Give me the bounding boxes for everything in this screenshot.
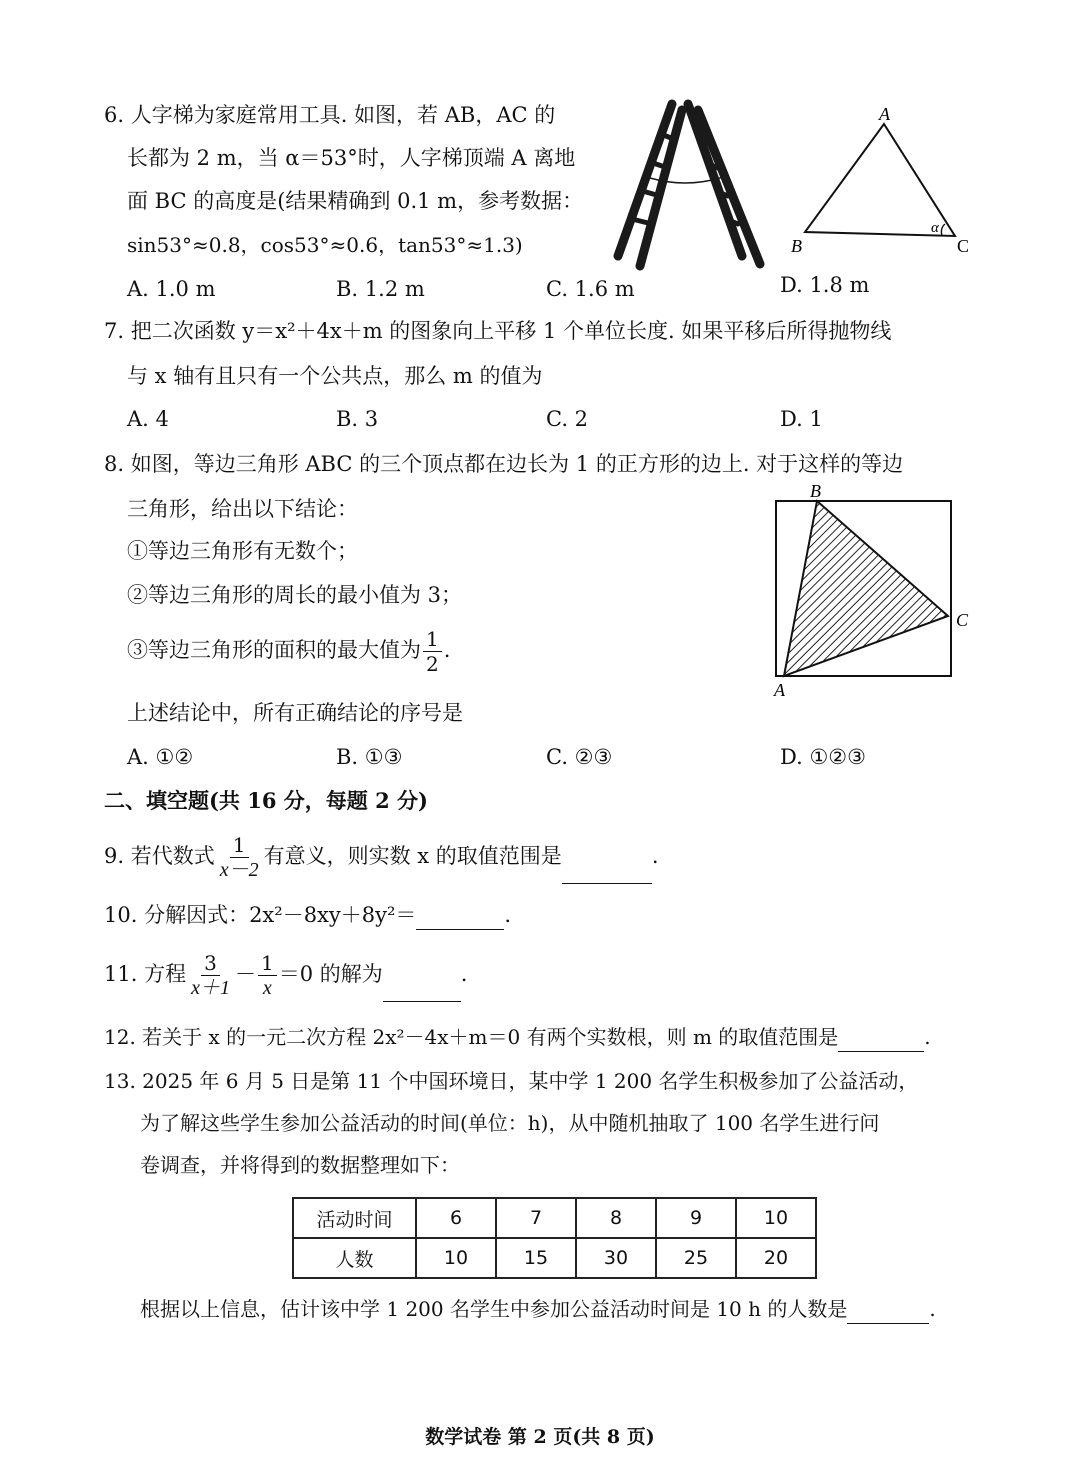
table-cell: 25 [656,1238,736,1278]
triangle-abc-figure [785,104,975,260]
q9-answer-blank[interactable] [562,861,652,884]
table-cell: 6 [416,1198,496,1238]
page-footer: 数学试卷 第 2 页(共 8 页) [425,1426,655,1448]
table-cell: 8 [576,1198,656,1238]
q11-fraction-2-den: x [262,977,272,999]
fig8-label-a: A [774,680,785,700]
q8-ask: 上述结论中，所有正确结论的序号是 [127,701,463,725]
q7-option-a: A. 4 [127,407,169,431]
q7-option-b: B. 3 [336,407,379,431]
q13-line-3: 卷调查，并将得到的数据整理如下： [140,1153,460,1177]
q9-fraction-den: x－2 [219,859,259,881]
q11-prefix: 11. 方程 [104,962,187,986]
q9-fraction-num: 1 [230,835,249,858]
q9-end: . [651,844,659,868]
table-cell: 15 [496,1238,576,1278]
q8-conclusion-3-prefix: ③等边三角形的面积的最大值为 [127,638,421,662]
q6-option-d: D. 1.8 m [780,273,870,297]
q10 [104,900,511,930]
q8-fraction-num: 1 [423,629,442,652]
q9-prefix: 9. 若代数式 [104,844,215,868]
table-row-header: 活动时间 [293,1198,416,1238]
q7-line-1: 7. 把二次函数 y＝x²＋4x＋m 的图象向上平移 1 个单位长度. 如果平移后所得抛物线 [104,319,892,343]
q9 [104,828,659,884]
q11 [104,946,467,1002]
fig6-label-a: A [879,104,890,124]
q8-conclusion-2: ②等边三角形的周长的最小值为 3； [127,583,463,607]
q6-line-4: sin53°≈0.8，cos53°≈0.6，tan53°≈1.3) [127,233,523,257]
q11-fraction-2-num: 1 [258,953,277,976]
q13-line-1: 13. 2025 年 6 月 5 日是第 11 个中国环境日，某中学 1 200 名学生积极参加了公益活动， [104,1069,919,1093]
q8-fraction [423,629,442,674]
q12-answer-blank[interactable] [838,1029,924,1052]
q13-end: . [929,1297,936,1321]
q8-option-a: A. ①② [127,745,194,769]
q11-fraction-1 [188,953,233,998]
q13-line-2: 为了解这些学生参加公益活动的时间(单位：h)，从中随机抽取了 100 名学生进行问 [140,1111,880,1135]
q6-option-a: A. 1.0 m [127,277,216,301]
q12-text: 12. 若关于 x 的一元二次方程 2x²－4x＋m＝0 有两个实数根，则 m 的取值范围是 [104,1025,839,1049]
q6-line-3: 面 BC 的高度是(结果精确到 0.1 m，参考数据： [127,189,584,213]
fig8-label-c: C [956,610,969,630]
q8-fraction-den: 2 [426,652,439,676]
q8-line-2: 三角形，给出以下结论： [127,497,358,521]
q10-answer-blank[interactable] [416,907,504,930]
q11-fraction-1-den: x＋1 [191,977,230,999]
q8-conclusion-3 [127,628,450,674]
table-cell: 20 [736,1238,816,1278]
q10-prefix: 10. 分解因式：2x²－8xy＋8y²＝ [104,903,417,927]
square-triangle-figure [766,480,980,702]
q9-fraction [217,835,262,880]
q9-suffix: 有意义，则实数 x 的取值范围是 [263,844,562,868]
q13-ask [140,1294,936,1324]
q11-suffix: ＝0 的解为 [278,962,383,986]
q8-conclusion-3-suffix: . [443,638,451,662]
table-row-header: 人数 [293,1238,416,1278]
q8-option-c: C. ②③ [546,745,613,769]
q7-option-d: D. 1 [780,407,823,431]
q8-option-d: D. ①②③ [780,745,866,769]
ladder-illustration [610,96,770,271]
q8-option-b: B. ①③ [336,745,403,769]
q8-conclusion-1: ①等边三角形有无数个； [127,539,358,563]
q11-minus: － [234,962,256,986]
activity-time-table [292,1197,817,1279]
fig6-label-c: C [957,236,970,256]
q13-ask-text: 根据以上信息，估计该中学 1 200 名学生中参加公益活动时间是 10 h 的人数是 [140,1297,848,1321]
q11-fraction-1-num: 3 [201,953,220,976]
q11-answer-blank[interactable] [383,979,461,1002]
section-heading: 二、填空题(共 16 分，每题 2 分) [104,788,428,813]
table-row-counts [293,1238,816,1278]
q6-option-b: B. 1.2 m [336,277,425,301]
fig8-label-b: B [810,481,821,501]
q7-option-c: C. 2 [546,407,589,431]
q7-line-2: 与 x 轴有且只有一个公共点，那么 m 的值为 [127,364,543,388]
table-cell: 7 [496,1198,576,1238]
q13-answer-blank[interactable] [847,1301,929,1324]
q6-option-c: C. 1.6 m [546,277,635,301]
table-cell: 10 [416,1238,496,1278]
q8-line-1: 8. 如图，等边三角形 ABC 的三个顶点都在边长为 1 的正方形的边上. 对于这样的等边 [104,452,904,476]
q6-line-2: 长都为 2 m，当 α＝53°时，人字梯顶端 A 离地 [127,146,576,170]
q12-end: . [924,1025,931,1049]
table-row-hours [293,1198,816,1238]
table-cell: 10 [736,1198,816,1238]
q11-fraction-2 [258,953,277,998]
fig6-label-b: B [791,236,802,256]
table-cell: 9 [656,1198,736,1238]
q10-end: . [504,903,512,927]
q12 [104,1022,931,1052]
q6-line-1: 6. 人字梯为家庭常用工具. 如图，若 AB，AC 的 [104,103,556,127]
fig6-label-alpha: α [931,220,939,236]
table-cell: 30 [576,1238,656,1278]
q11-end: . [460,962,468,986]
